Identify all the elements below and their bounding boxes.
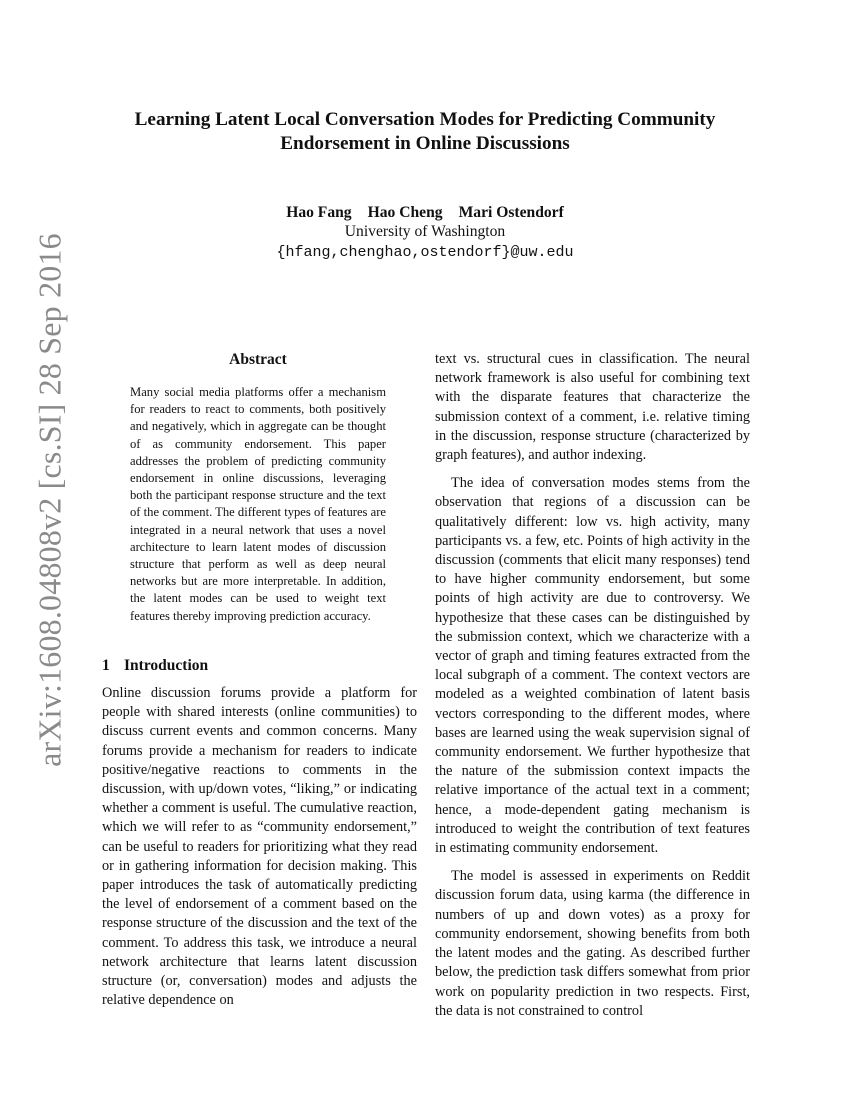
body-paragraph: text vs. structural cues in classification. The neural network framework is also useful for combining text with the disparate features that characterize the submission context of a comment, i.e. relative timing in the discussion, response structure (characterized by graph features), and author indexing. <box>435 351 750 464</box>
author-name: Mari Ostendorf <box>458 204 564 221</box>
section-title: Introduction <box>124 657 209 674</box>
right-column <box>435 350 750 1021</box>
author-list <box>100 203 750 223</box>
affiliation: University of Washington <box>344 223 506 240</box>
body-paragraph: The idea of conversation modes stems from the observation that regions of a discussion can be qualitatively different: low vs. high activity, many participants vs. a few, etc. Points of high activity in the discussion (comments that elicit many responses) tend to have higher community endorsement, but some points of high activity are due to controversy. We hypothesize that these cases can be distinguished by the submission context, which we characterize with a vector of graph and timing features extracted from the local subgraph of a comment. The context vectors are modeled as a weighted combination of latent basis vectors corresponding to the different modes, where bases are learned using the weak supervision signal of community endorsement. We further hypothesize that the nature of the submission context impacts the relative importance of the actual text in a comment; hence, a mode-dependent gating mechanism is introduced to weight the contribution of text features in estimating community endorsement. <box>435 475 750 857</box>
abstract-heading: Abstract <box>229 351 287 368</box>
section-number: 1 <box>102 657 110 674</box>
abstract-text: Many social media platforms offer a mechanism for readers to react to comments, both positively and negatively, which in aggregate can be thought of as community endorsement. This paper addresses the problem of predicting community endorsement in online discussions, leveraging both the participant response structure and the text of the comment. The different types of features are integrated in a neural network that uses a novel architecture to learn latent modes of discussion structure that perform as well as deep neural networks but are more interpretable. In addition, the latent modes can be used to weight text features thereby improving prediction accuracy. <box>130 385 386 623</box>
paper-title: Learning Latent Local Conversation Modes for Predicting Community Endorsement in Online Discussions <box>134 109 716 154</box>
author-name: Hao Fang <box>286 204 352 221</box>
left-column <box>102 684 417 1010</box>
section-heading <box>102 656 417 676</box>
author-name: Hao Cheng <box>367 204 443 221</box>
author-emails: {hfang,chenghao,ostendorf}@uw.edu <box>276 244 574 261</box>
body-paragraph: The model is assessed in experiments on Reddit discussion forum data, using karma (the difference in numbers of up and down votes) as a proxy for community endorsement, showing benefits from both the latent modes and the gating. As described further below, the prediction task differs somewhat from prior work on popularity prediction in two respects. First, the data is not constrained to control <box>435 868 750 1019</box>
intro-paragraph: Online discussion forums provide a platform for people with shared interests (online communities) to discuss current events and common concerns. Many forums provide a mechanism for readers to indicate positive/negative reactions to comments in the discussion, with up/down votes, “liking,” or indicating whether a comment is useful. The cumulative reaction, which we will refer to as “community endorsement,” can be useful to readers for prioritizing what they read or in gathering information for decision making. This paper introduces the task of automatically predicting the level of endorsement of a comment based on the response structure of the discussion and the text of the comment. To address this task, we introduce a neural network architecture that learns latent discussion structure (or, conversation) modes and adjusts the relative dependence on <box>102 685 417 1009</box>
arxiv-stamp: arXiv:1608.04808v2 [cs.SI] 28 Sep 2016 <box>31 233 68 767</box>
